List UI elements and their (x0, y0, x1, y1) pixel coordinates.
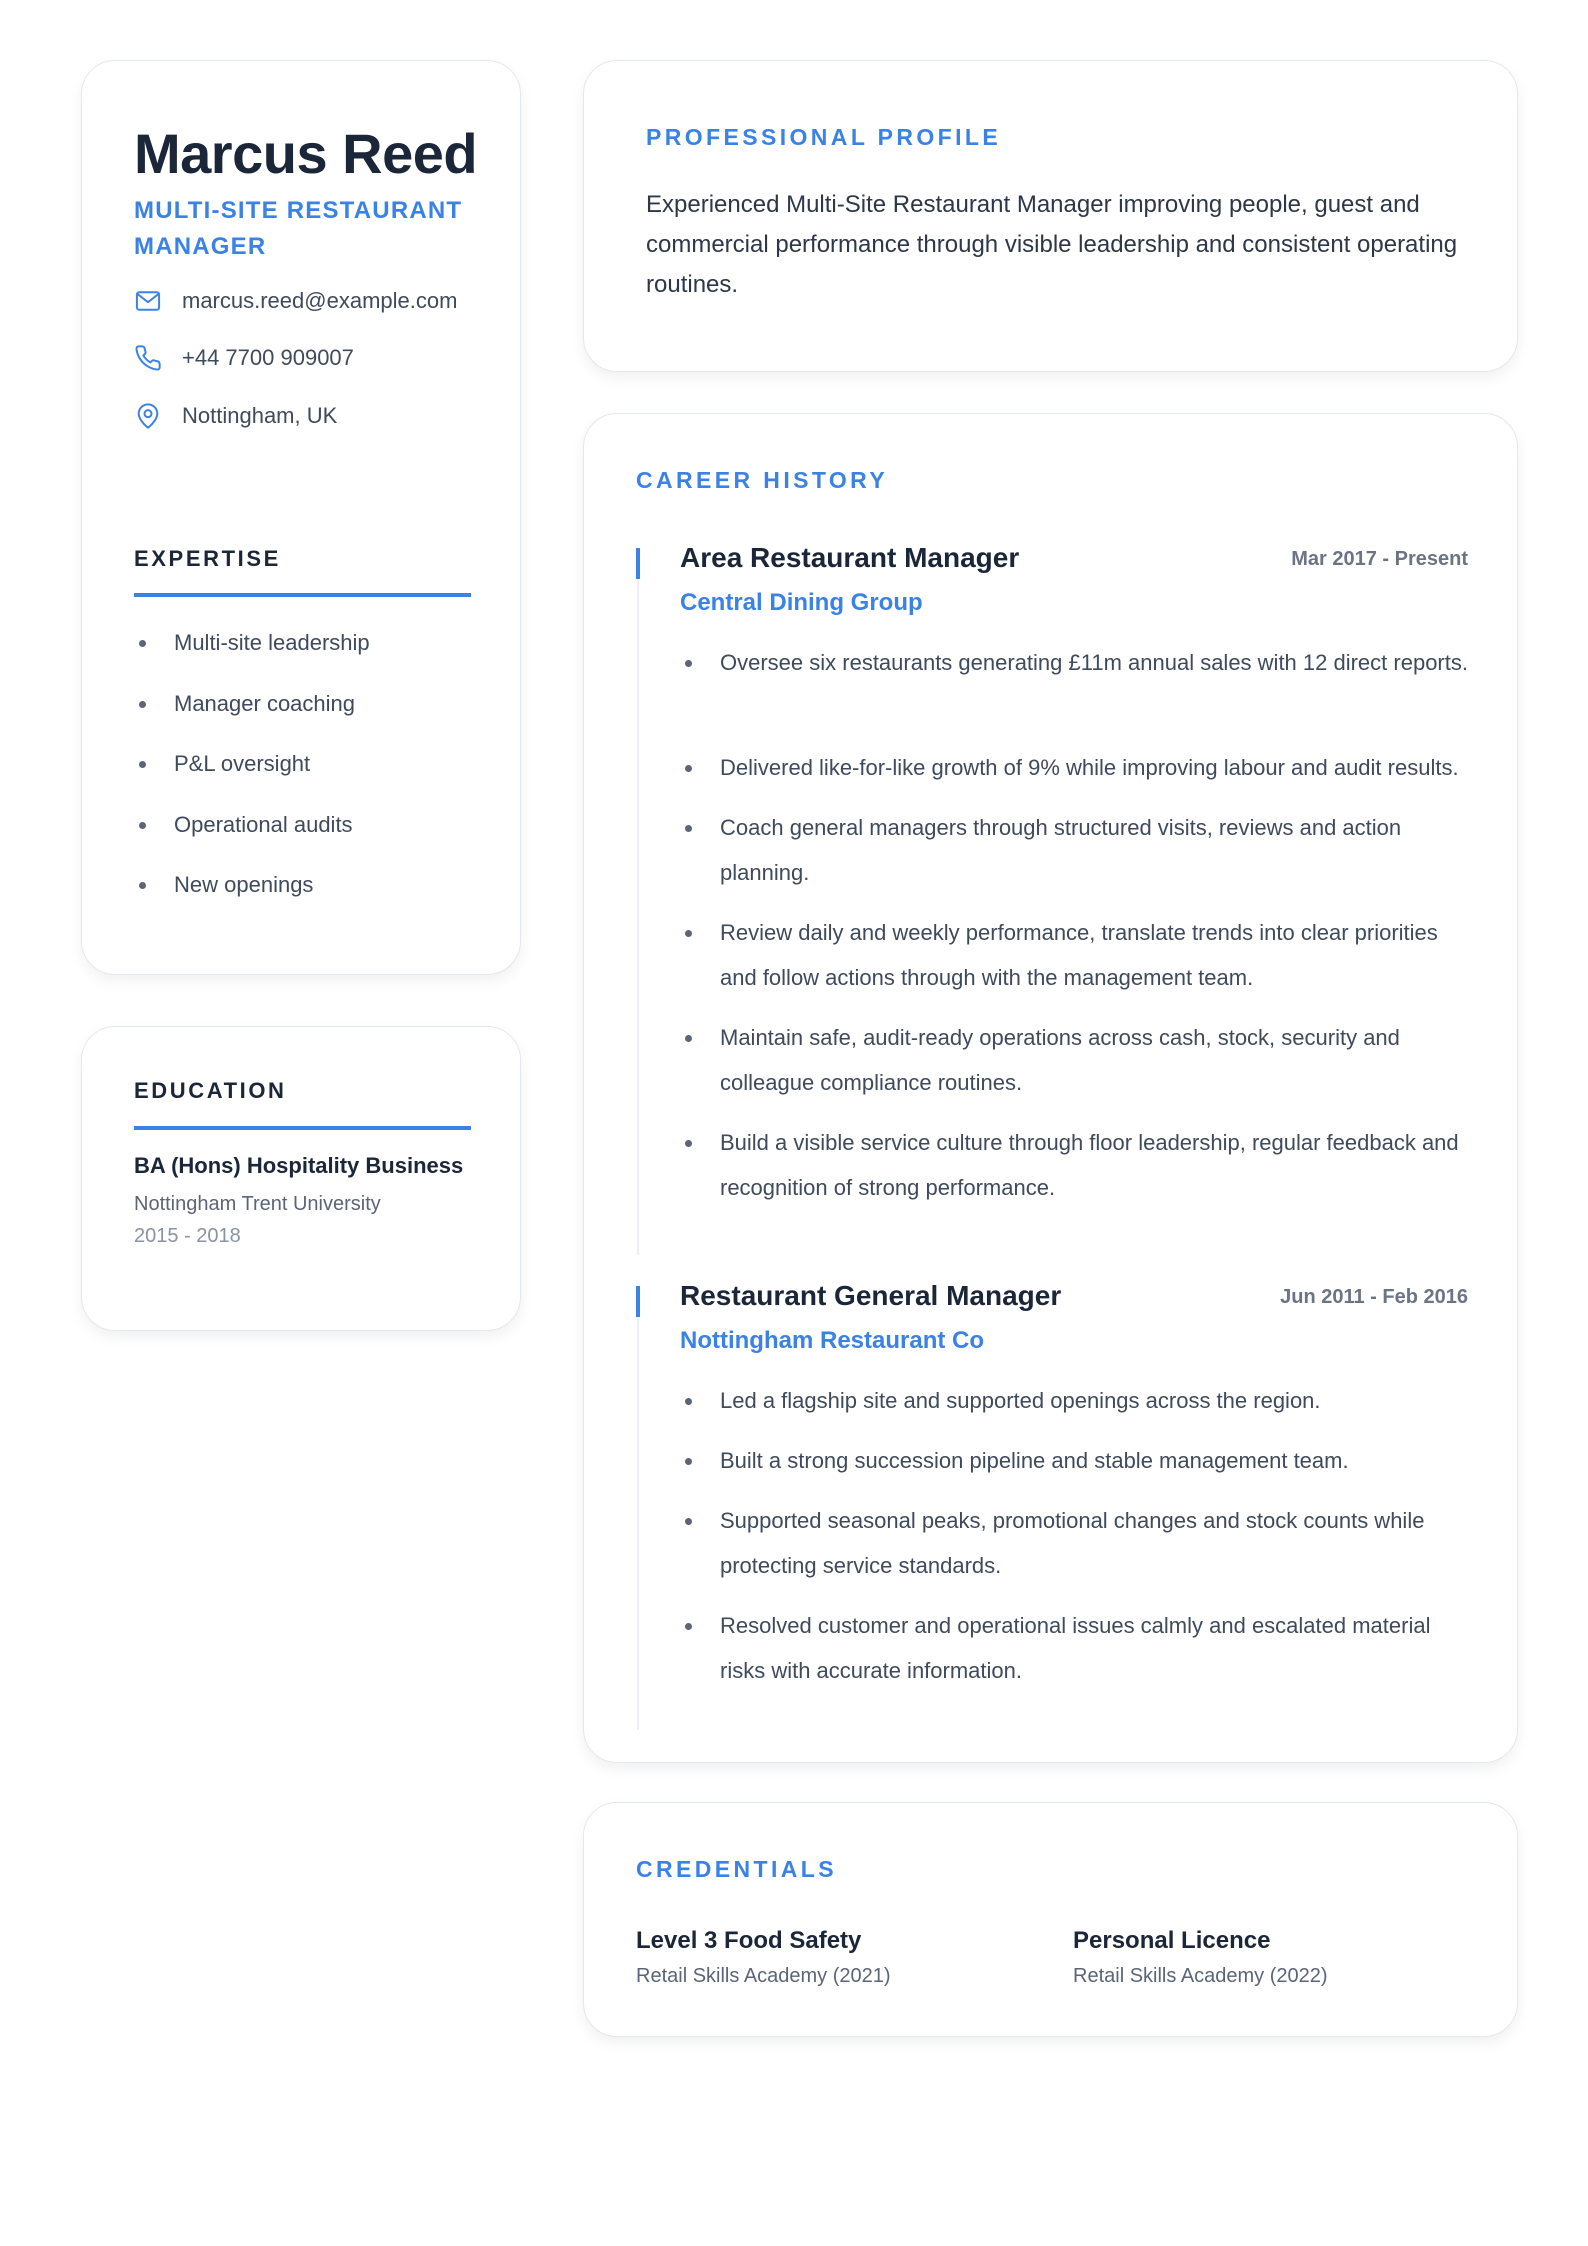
contact-phone[interactable] (134, 341, 354, 375)
expertise-item: New openings (134, 868, 313, 902)
job-marker (636, 1286, 640, 1317)
phone-text: +44 7700 909007 (182, 345, 354, 370)
job-timeline (637, 1317, 639, 1730)
job-bullet: Led a flagship site and supported openings across the region. (680, 1378, 1468, 1423)
job-bullet: Review daily and weekly performance, translate trends into clear priorities and follow actions through with the management team. (680, 910, 1468, 1000)
profile-card (583, 60, 1518, 372)
map-pin-icon (134, 402, 162, 430)
job-bullet: Delivered like-for-like growth of 9% while improving labour and audit results. (680, 745, 1468, 790)
job-title: Restaurant General Manager (680, 1280, 1062, 1311)
profile-heading: PROFESSIONAL PROFILE (646, 124, 1002, 150)
job-dates: Jun 2011 - Feb 2016 (1280, 1286, 1468, 1308)
job-bullet: Supported seasonal peaks, promotional changes and stock counts while protecting service standards. (680, 1498, 1468, 1588)
candidate-role: MULTI-SITE RESTAURANT MANAGER (134, 197, 463, 260)
expertise-heading: EXPERTISE (134, 546, 281, 571)
career-heading: CAREER HISTORY (636, 467, 889, 493)
job-bullet: Build a visible service culture through floor leadership, regular feedback and recognition of strong performance. (680, 1120, 1468, 1210)
expertise-item: Multi-site leadership (134, 626, 370, 660)
job-bullet: Coach general managers through structured visits, reviews and action planning. (680, 805, 1468, 895)
expertise-item: Operational audits (134, 808, 353, 842)
education-years: 2015 - 2018 (134, 1225, 241, 1247)
credentials-card (583, 1802, 1518, 2037)
expertise-item: Manager coaching (134, 687, 355, 721)
education-degree: BA (Hons) Hospitality Business (134, 1153, 464, 1178)
job-bullet: Oversee six restaurants generating £11m annual sales with 12 direct reports. (680, 640, 1468, 685)
credentials-heading: CREDENTIALS (636, 1856, 837, 1882)
credential-issuer: Retail Skills Academy (2022) (1073, 1965, 1328, 1987)
credential-title: Personal Licence (1073, 1927, 1271, 1954)
mail-icon (134, 287, 162, 315)
expertise-divider (134, 593, 471, 597)
job-bullet: Resolved customer and operational issues calmly and escalated material risks with accurate information. (680, 1603, 1468, 1693)
education-heading: EDUCATION (134, 1078, 287, 1103)
career-card (583, 413, 1518, 1763)
contact-email[interactable] (134, 284, 457, 318)
location-text: Nottingham, UK (182, 403, 338, 428)
expertise-item: P&L oversight (134, 747, 310, 781)
education-card (81, 1026, 521, 1331)
contact-location (134, 399, 337, 433)
personal-card (81, 60, 521, 975)
email-text: marcus.reed@example.com (182, 288, 458, 313)
job-company: Central Dining Group (680, 589, 923, 616)
job-bullet: Maintain safe, audit-ready operations across cash, stock, security and colleague compliance routines. (680, 1015, 1468, 1105)
phone-icon (134, 344, 162, 372)
profile-summary: Experienced Multi-Site Restaurant Manager improving people, guest and commercial performance through visible leadership and consistent operating routines. (646, 191, 1458, 298)
education-divider (134, 1126, 471, 1130)
credential-issuer: Retail Skills Academy (2021) (636, 1965, 891, 1987)
job-timeline (637, 579, 639, 1255)
credential-item (636, 1927, 891, 1988)
job-title: Area Restaurant Manager (680, 542, 1020, 573)
job-marker (636, 548, 640, 579)
candidate-name: Marcus Reed (134, 122, 478, 185)
job-bullet: Built a strong succession pipeline and stable management team. (680, 1438, 1468, 1483)
credential-item (1073, 1927, 1328, 1988)
job-company: Nottingham Restaurant Co (680, 1327, 985, 1354)
job-dates: Mar 2017 - Present (1291, 548, 1468, 570)
credential-title: Level 3 Food Safety (636, 1927, 862, 1954)
education-school: Nottingham Trent University (134, 1193, 381, 1215)
